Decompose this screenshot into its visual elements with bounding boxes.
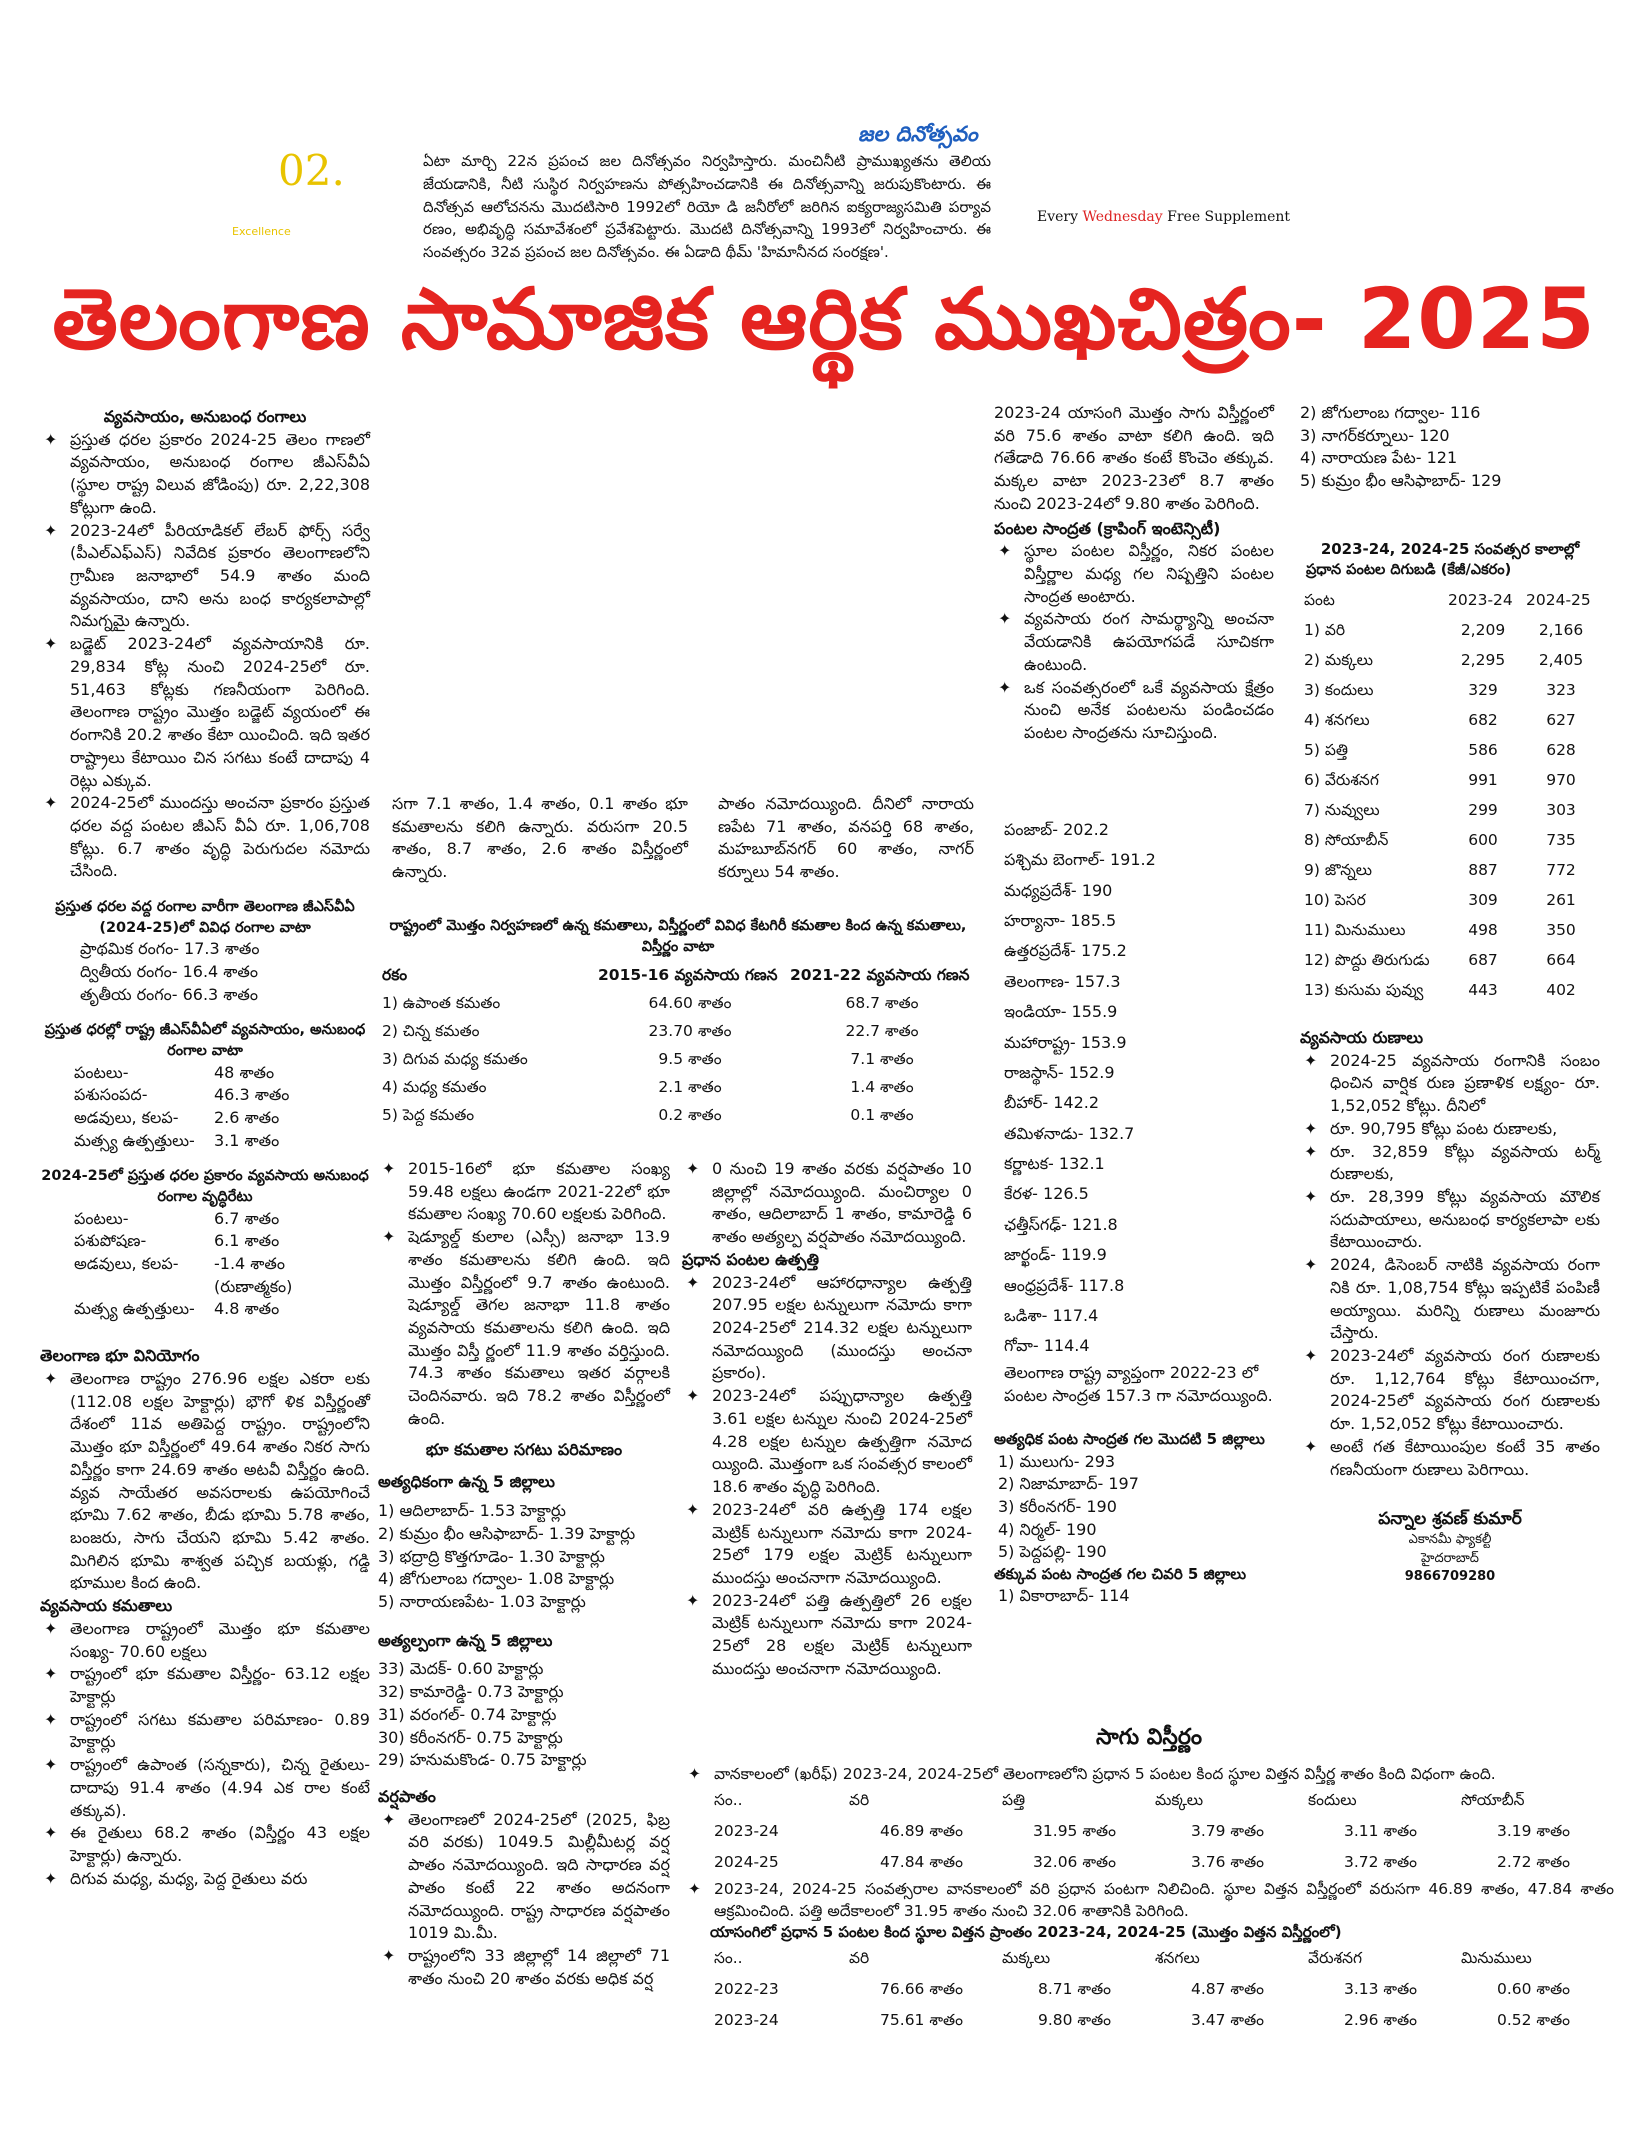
loan-bullet: ✦ 2024, డిసెంబర్ నాటికి వ్యవసాయ రంగా నికి రూ. 1,08,754 కోట్లు ఇప్పటికే పంపిణీ అయ్యాయి. మరిన్ని రుణాలు మంజూరు చేస్తారు. bbox=[1300, 1254, 1600, 1345]
col2-top-text: సగా 7.1 శాతం, 1.4 శాతం, 0.1 శాతం భూ కమతాలను కలిగి ఉన్నారు. వరుసగా 20.5 శాతం, 8.7 శాతం, 2.6 శాతం విస్తీర్ణంలో ఉన్నారు. bbox=[392, 794, 688, 882]
table-cell: 735 bbox=[1546, 830, 1576, 849]
table-cell: 46.89 శాతం bbox=[880, 1822, 963, 1841]
page-number: 02. bbox=[278, 146, 345, 195]
holdings-count-bullet: ✦ షెడ్యూల్డ్ కులాల (ఎస్సీ) జనాభా 13.9 శాతం కమతాలను కలిగి ఉంది. ఇది మొత్తం విస్తీర్ణంలో 9.7 శాతం ఉంటుంది. షెడ్యూల్డ్ తెగల జనాభా 11.8 శాతం వ్యవసాయ కమతాలను కలిగి ఉంది. ఇది మొత్తం విస్తీ ర్ణంలో 11.9 శాతం వర్తిస్తుంది. 74.3 శాతం కమతాలు ఇతర వర్గాలకి చెందినవారు. ఇది 78.2 శాతం విస్తీర్ణంలో ఉంది. bbox=[378, 1226, 670, 1430]
land-heading: తెలంగాణ భూ వినియోగం bbox=[40, 1346, 200, 1366]
table-cell: 12) పొద్దు తిరుగుడు bbox=[1304, 950, 1430, 969]
state-intensity: పంజాబ్- 202.2 bbox=[1004, 819, 1109, 839]
state-intensity: ఆంధ్రప్రదేశ్- 117.8 bbox=[1004, 1275, 1125, 1295]
table-cell: 261 bbox=[1546, 890, 1576, 909]
state-intensity: జార్ఖండ్- 119.9 bbox=[1004, 1245, 1107, 1265]
holdings-table-block bbox=[378, 916, 978, 1129]
bottom5-continued bbox=[1300, 402, 1600, 493]
table-row bbox=[378, 1101, 978, 1129]
table-cell: 2022-23 bbox=[714, 1979, 779, 1998]
table-cell: 323 bbox=[1546, 680, 1576, 699]
yield-subheading: ప్రధాన పంటల దిగుబడి (కేజీ/ఎకరం) bbox=[1306, 562, 1512, 579]
growth-heading: 2024-25లో ప్రస్తుత ధరల ప్రకారం వ్యవసాయ అనుబంధ రంగాల వృద్ధిరేటు bbox=[41, 1168, 369, 1206]
sectors-heading: ప్రస్తుత ధరల వద్ద రంగాల వారీగా తెలంగాణ జీఎస్‌వీఏ (2024-25)లో వివిధ రంగాల వాటా bbox=[55, 899, 355, 936]
table-cell: 2.1 శాతం bbox=[658, 1078, 722, 1097]
table-cell: 309 bbox=[1468, 890, 1498, 909]
sagu-bullet-1: ✦ వానకాలంలో (ఖరీఫ్) 2023-24, 2024-25లో తెలంగాణలోని ప్రధాన 5 పంటల కింద స్థూల విత్తన విస్తీర్ణ శాతం కింది విధంగా ఉంది. bbox=[684, 1763, 1614, 1785]
table-cell: 76.66 శాతం bbox=[880, 1979, 963, 1998]
table-header-cell: మక్కలు bbox=[1155, 1791, 1204, 1810]
kv-key bbox=[74, 1276, 214, 1299]
holdings-table-title: రాష్ట్రంలో మొత్తం నిర్వహణలో ఉన్న కమతాలు, విస్తీర్ణంలో వివిధ కేటగిరీ కమతాల కింద ఉన్న కమతాలు, విస్తీర్ణం వాటా bbox=[389, 918, 967, 955]
holdings-bullet: ✦ రాష్ట్రంలో భూ కమతాల విస్తీర్ణం- 63.12 లక్షల హెక్టార్లు bbox=[40, 1663, 370, 1708]
kv-row bbox=[74, 1107, 370, 1130]
col2-top bbox=[392, 793, 688, 884]
table-header-cell: మక్కలు bbox=[1002, 1948, 1051, 1967]
low-district: 30) కరీంనగర్- 0.75 హెక్టార్లు bbox=[378, 1727, 563, 1747]
table-cell: 682 bbox=[1468, 710, 1498, 729]
state-intensity: మహారాష్ట్ర- 153.9 bbox=[1004, 1032, 1127, 1052]
table-cell: 1.4 శాతం bbox=[850, 1078, 914, 1097]
table-cell: 772 bbox=[1546, 860, 1576, 879]
table-header-cell: మినుములు bbox=[1461, 1948, 1532, 1967]
sagu-heading: సాగు విస్తీర్ణం bbox=[1095, 1725, 1203, 1750]
table-header-cell: సం.. bbox=[714, 1948, 743, 1967]
states-intensity-list bbox=[994, 815, 1274, 1362]
col3-top bbox=[718, 793, 974, 884]
kv-key: పశుసంపద- bbox=[74, 1085, 148, 1105]
table-cell: 7) నువ్వులు bbox=[1304, 800, 1380, 819]
state-intensity: కేరళ- 126.5 bbox=[1004, 1184, 1089, 1204]
table-cell: 2023-24 bbox=[714, 1822, 779, 1841]
kv-value: 6.1 శాతం bbox=[214, 1231, 280, 1251]
sagu-bullet-2: ✦ 2023-24, 2024-25 సంవత్సరాల వానకాలంలో వరి ప్రధాన పంటగా నిలిచింది. స్థూల విత్తన విస్తీర్ణంలో వరుసగా 46.89 శాతం, 47.84 శాతం ఆక్రమించింది. పత్తి అదేకాలంలో 31.95 శాతం నుంచి 32.06 శాతానికి పెరిగింది. bbox=[684, 1878, 1614, 1922]
table-row bbox=[710, 2005, 1610, 2036]
state-intensity: బీహార్- 142.2 bbox=[1004, 1093, 1100, 1113]
high-districts-list bbox=[378, 1500, 670, 1614]
agri-bullet: ✦ బడ్జెట్ 2023-24లో వ్యవసాయానికి రూ. 29,834 కోట్ల నుంచి 2024-25లో రూ. 51,463 కోట్లకు గణనీయంగా పెరిగింది. తెలంగాణ రాష్ట్రం మొత్తం బడ్జెట్ వ్యయంలో ఈ రంగానికి 20.2 శాతం కేటా యించింది. ఇది ఇతర రాష్ట్రాలు కేటాయిం చిన సగటు కంటే దాదాపు 4 రెట్లు ఎక్కువ. bbox=[40, 633, 370, 792]
holdings-bullet: ✦ దిగువ మధ్య, మధ్య, పెద్ద రైతులు వరు bbox=[40, 1868, 370, 1891]
table-cell: 1) వరి bbox=[1304, 620, 1346, 639]
bottom5-district: 2) జోగులాంబ గద్వాల- 116 bbox=[1300, 403, 1481, 422]
table-cell: 2023-24 bbox=[714, 2010, 779, 2029]
table-cell: 402 bbox=[1546, 980, 1576, 999]
table-cell: 628 bbox=[1546, 740, 1576, 759]
kv-row bbox=[74, 1062, 370, 1085]
table-cell: 3.19 శాతం bbox=[1496, 1822, 1571, 1841]
column-3 bbox=[682, 1158, 972, 1681]
rain-low-bullet: ✦ 0 నుంచి 19 శాతం వరకు వర్షపాతం 10 జిల్లాల్లో నమోదయ్యింది. మంచిర్యాల 0 శాతం, ఆదిలాబాద్ 1 శాతం, కామారెడ్డి 6 శాతం అత్యల్ప వర్షపాతం నమోదయ్యింది. bbox=[682, 1158, 972, 1249]
table-header-cell: 2024-25 bbox=[1526, 590, 1591, 609]
table-cell: 7.1 శాతం bbox=[850, 1050, 914, 1069]
table-cell: 64.60 శాతం bbox=[648, 994, 732, 1013]
holdings-bullet: ✦ రాష్ట్రంలో సగటు కమతాల పరిమాణం- 0.89 హెక్టార్లు bbox=[40, 1709, 370, 1754]
growth-list bbox=[40, 1208, 370, 1322]
kv-key: మత్స్య ఉత్పత్తులు- bbox=[74, 1299, 195, 1319]
table-cell: 5) పెద్ద కమతం bbox=[382, 1106, 475, 1125]
yield-table bbox=[1300, 585, 1600, 1005]
table-cell: 3) కందులు bbox=[1304, 680, 1374, 699]
table-header-cell: కందులు bbox=[1308, 1791, 1357, 1810]
cropping-intensity-heading: పంటల సాంద్రత (క్రాపింగ్ ఇంటెన్సిటీ) bbox=[994, 518, 1221, 538]
author-role: ఎకానమీ ఫ్యాకల్టీ bbox=[1408, 1532, 1492, 1548]
top5-list bbox=[994, 1451, 1274, 1565]
table-cell: 3.13 శాతం bbox=[1343, 1979, 1418, 1998]
table-cell: 4) మధ్య కమతం bbox=[382, 1078, 487, 1097]
table-cell: 600 bbox=[1468, 830, 1498, 849]
table-row bbox=[1300, 735, 1600, 765]
table-cell: 3.79 శాతం bbox=[1190, 1822, 1265, 1841]
low-districts-heading: అత్యల్పంగా ఉన్న 5 జిల్లాలు bbox=[378, 1630, 553, 1650]
rain-bullets bbox=[378, 1809, 670, 1991]
state-intensity: కర్ణాటక- 132.1 bbox=[1004, 1154, 1105, 1174]
cropping-intensity-bullets bbox=[994, 540, 1274, 744]
table-cell: 32.06 శాతం bbox=[1033, 1852, 1116, 1871]
supplement-day: Wednesday bbox=[1082, 209, 1163, 225]
holdings-count-bullet: ✦ 2015-16లో భూ కమతాల సంఖ్య 59.48 లక్షలు ఉండగా 2021-22లో భూ కమతాల సంఖ్య 70.60 లక్షలకు పెరిగింది. bbox=[378, 1158, 670, 1226]
rabi-table-title: యాసంగిలో ప్రధాన 5 పంటల కింద స్థూల విత్తన ప్రాంతం 2023-24, 2024-25 (మొత్తం విత్తన విస్తీర్ణంలో) bbox=[710, 1922, 1342, 1941]
author-city: హైదరాబాద్ bbox=[1421, 1550, 1479, 1566]
table-row bbox=[1300, 885, 1600, 915]
bottom5-list bbox=[994, 1585, 1274, 1608]
table-cell: 443 bbox=[1468, 980, 1498, 999]
low-districts-list bbox=[378, 1658, 670, 1772]
rain-bullet: ✦ తెలంగాణలో 2024-25లో (2025, ఫిబ్ర వరి వరకు) 1049.5 మిల్లీమీటర్ల వర్ష పాతం నమోదయ్యింది. ఇది సాధారణ వర్ష పాతం కంటే 22 శాతం అదనంగా నమోదయ్యింది. రాష్ట్ర సాధారణ వర్షపాతం 1019 మి.మీ. bbox=[378, 1809, 670, 1945]
supplement-label bbox=[1037, 208, 1290, 228]
kv-row bbox=[74, 1298, 370, 1321]
ci-bullet: ✦ ఒక సంవత్సరంలో ఒకే వ్యవసాయ క్షేత్రం నుంచి అనేక పంటలను పండించడం పంటల సాంద్రతను సూచిస్తుంది. bbox=[994, 677, 1274, 745]
top5-district: 3) కరీంనగర్- 190 bbox=[998, 1496, 1117, 1516]
kv-key: పశుపోషణ- bbox=[74, 1231, 147, 1251]
table-header-cell: శనగలు bbox=[1155, 1948, 1200, 1967]
table-cell: 0.2 శాతం bbox=[658, 1106, 722, 1125]
land-bullet: ✦ తెలంగాణ రాష్ట్రం 276.96 లక్షల ఎకరా లకు (112.08 లక్షల హెక్టార్లు) భౌగో ళిక విస్తీర్ణంతో దేశంలో 11వ అతిపెద్ద రాష్ట్రం. రాష్ట్రంలోని మొత్తం భూ విస్తీర్ణంలో 49.64 శాతం నికర సాగు విస్తీర్ణం కాగా 24.69 శాతం అటవీ విస్తీర్ణం ఉంది. వ్యవ సాయేతర అవసరాలకు ఉపయోగించే భూమి 7.62 శాతం, బీడు భూమి 5.78 శాతం, బంజరు, సాగు చేయని భూమి 5.42 శాతం. మిగిలిన భూమి శాశ్వత పచ్చిక బయళ్లు, గడ్డి భూముల కింద ఉంది. bbox=[40, 1368, 370, 1595]
agri-bullet: ✦ ప్రస్తుత ధరల ప్రకారం 2024-25 తెలం గాణలో వ్యవసాయం, అనుబంధ రంగాల జీఎస్‌వీఏ (స్థూల రాష్ట్ర విలువ జోడింపు) రూ. 2,22,308 కోట్లుగా ఉంది. bbox=[40, 429, 370, 520]
table-cell: 3.72 శాతం bbox=[1343, 1852, 1418, 1871]
table-row bbox=[1300, 855, 1600, 885]
table-cell: 2.72 శాతం bbox=[1496, 1852, 1571, 1871]
state-intensity: ఛత్తీస్‌గఢ్- 121.8 bbox=[1004, 1214, 1118, 1234]
table-row bbox=[1300, 795, 1600, 825]
table-cell: 299 bbox=[1468, 800, 1498, 819]
low-district: 29) హనుమకొండ- 0.75 హెక్టార్లు bbox=[378, 1750, 587, 1770]
table-row bbox=[1300, 705, 1600, 735]
state-intensity: ఉత్తరప్రదేశ్- 175.2 bbox=[1004, 941, 1127, 961]
table-header-cell: వరి bbox=[849, 1948, 870, 1967]
share-heading: ప్రస్తుత ధరల్లో రాష్ట్ర జీఎస్‌వీఏలో వ్యవసాయం, అనుబంధ రంగాల వాటా bbox=[44, 1022, 366, 1059]
table-row bbox=[378, 989, 978, 1017]
rabi-table bbox=[710, 1943, 1610, 2035]
table-row bbox=[710, 1816, 1610, 1847]
low-district: 31) వరంగల్- 0.74 హెక్టార్లు bbox=[378, 1704, 557, 1724]
high-district: 5) నారాయణపేట- 1.03 హెక్టార్లు bbox=[378, 1591, 586, 1611]
table-cell: 2.96 శాతం bbox=[1343, 2010, 1418, 2029]
sector-item: తృతీయ రంగం- 66.3 శాతం bbox=[80, 984, 258, 1004]
kv-value: -1.4 శాతం bbox=[214, 1254, 285, 1274]
state-intensity: ఇండియా- 155.9 bbox=[1004, 1002, 1118, 1022]
column-5 bbox=[1300, 402, 1600, 1587]
table-header-cell: సం.. bbox=[714, 1791, 743, 1810]
table-row bbox=[1300, 765, 1600, 795]
state-intensity: తమిళనాడు- 132.7 bbox=[1004, 1123, 1135, 1143]
holdings-heading: వ్యవసాయ కమతాలు bbox=[40, 1596, 173, 1616]
yield-heading: 2023-24, 2024-25 సంవత్సర కాలాల్లో bbox=[1320, 539, 1580, 558]
top5-heading: అత్యధిక పంట సాంద్రత గల మొదటి 5 జిల్లాలు bbox=[994, 1430, 1265, 1449]
col3-top-text: పాతం నమోదయ్యింది. దీనిలో నారాయ ణపేట 71 శాతం, వనపర్తి 68 శాతం, మహబూబ్‌నగర్ 60 శాతం, నాగర్ కర్నూలు 54 శాతం. bbox=[718, 794, 974, 882]
main-title: తెలంగాణ సామాజిక ఆర్థిక ముఖచిత్రం- 2025 bbox=[52, 270, 1596, 368]
table-cell: 0.1 శాతం bbox=[850, 1106, 914, 1125]
supplement-pre: Every bbox=[1037, 209, 1083, 225]
table-cell: 887 bbox=[1468, 860, 1498, 879]
kharif-table bbox=[710, 1785, 1610, 1877]
table-cell: 8) సోయాబీన్ bbox=[1304, 830, 1389, 849]
column-4 bbox=[994, 402, 1274, 1608]
table-header-cell: 2015-16 వ్యవసాయ గణన bbox=[598, 966, 778, 985]
table-cell: 8.71 శాతం bbox=[1037, 1979, 1112, 1998]
table-header-cell: పంట bbox=[1304, 590, 1335, 609]
table-cell: 350 bbox=[1546, 920, 1576, 939]
high-districts-heading: అత్యధికంగా ఉన్న 5 జిల్లాలు bbox=[378, 1472, 555, 1492]
column-2 bbox=[378, 1158, 670, 1990]
sector-item: ద్వితీయ రంగం- 16.4 శాతం bbox=[80, 961, 258, 981]
kv-value: 6.7 శాతం bbox=[214, 1208, 280, 1228]
table-cell: 2,405 bbox=[1538, 650, 1584, 669]
bottom5-district: 1) వికారాబాద్- 114 bbox=[998, 1586, 1130, 1606]
table-header-cell: పత్తి bbox=[1002, 1791, 1026, 1810]
kv-key: అడవులు, కలప- bbox=[74, 1108, 179, 1127]
note-body: ఏటా మార్చి 22న ప్రపంచ జల దినోత్సవం నిర్వహిస్తారు. మంచినీటి ప్రాముఖ్యతను తెలియ జేయడానికి, నీటి సుస్థిర నిర్వహణను పోత్సహించడానికి ఈ దినోత్సవాన్ని జరుపుకొంటారు. ఈ దినోత్సవ ఆలోచనను మొదటిసారి 1992లో రియో డి జనీరోలో జరిగిన ఐక్యరాజ్యసమితి పర్యావ రణం, అభివృద్ధి సమావేశంలో ప్రవేశపెట్టారు. మొదటి దినోత్సవాన్ని 1993లో నిర్వహించారు. ఈ సంవత్సరం 32వ ప్రపంచ జల దినోత్సవం. ఈ ఏడాది థీమ్ 'హిమానీనద సంరక్షణ'. bbox=[423, 152, 991, 262]
top5-district: 5) పెద్దపల్లి- 190 bbox=[998, 1542, 1107, 1562]
table-cell: 329 bbox=[1468, 680, 1498, 699]
author-phone: 9866709280 bbox=[1404, 1569, 1496, 1585]
section-heading-agriculture: వ్యవసాయం, అనుబంధ రంగాలు bbox=[103, 407, 307, 426]
state-intensity: మధ్యప్రదేశ్- 190 bbox=[1004, 880, 1113, 900]
kv-value: 3.1 శాతం bbox=[214, 1130, 280, 1150]
loans-heading: వ్యవసాయ రుణాలు bbox=[1300, 1027, 1424, 1047]
rain-bullet: ✦ రాష్ట్రంలోని 33 జిల్లాల్లో 14 జిల్లాలో 71 శాతం నుంచి 20 శాతం వరకు అధిక వర్ష bbox=[378, 1945, 670, 1990]
author-block bbox=[1300, 1507, 1550, 1586]
crop-production-heading: ప్రధాన పంటల ఉత్పత్తి bbox=[682, 1249, 819, 1269]
table-row bbox=[1300, 915, 1600, 945]
table-cell: 2,166 bbox=[1538, 620, 1584, 639]
table-header-cell: సోయాబీన్ bbox=[1461, 1791, 1525, 1810]
rabi-share-text: 2023-24 యాసంగి మొత్తం సాగు విస్తీర్ణంలో వరి 75.6 శాతం వాటా కలిగి ఉంది. ఇది గతేడాది 76.66 శాతం కంటే కొంచెం తక్కువ. మక్కల వాటా 2023-23లో 8.7 శాతం నుంచి 2023-24లో 9.80 శాతం పెరిగింది. bbox=[994, 403, 1274, 513]
kv-row bbox=[74, 1253, 370, 1276]
kv-value: 2.6 శాతం bbox=[214, 1108, 280, 1127]
holdings-bullet: ✦ తెలంగాణ రాష్ట్రంలో మొత్తం భూ కమతాల సంఖ్య- 70.60 లక్షలు bbox=[40, 1618, 370, 1663]
loan-bullet: ✦ రూ. 90,795 కోట్లు పంట రుణాలకు, bbox=[1300, 1118, 1600, 1141]
table-cell: 3.11 శాతం bbox=[1343, 1822, 1418, 1841]
kv-key: అడవులు, కలప- bbox=[74, 1254, 179, 1274]
low-district: 33) మెదక్- 0.60 హెక్టార్లు bbox=[378, 1659, 544, 1679]
table-row bbox=[378, 1073, 978, 1101]
table-cell: 0.52 శాతం bbox=[1496, 2010, 1571, 2029]
state-intensity: గోవా- 114.4 bbox=[1004, 1336, 1090, 1356]
table-cell: 23.70 శాతం bbox=[648, 1022, 732, 1041]
author-name: పన్నాల శ్రవణ్ కుమార్ bbox=[1378, 1509, 1522, 1530]
page-tag: Excellence bbox=[232, 225, 291, 238]
table-cell: 9.80 శాతం bbox=[1037, 2010, 1112, 2029]
kv-row bbox=[74, 1130, 370, 1153]
table-cell: 2) మక్కలు bbox=[1304, 650, 1373, 669]
bottom5-district: 5) కుమ్రం భీం ఆసిఫాబాద్- 129 bbox=[1300, 471, 1502, 491]
table-row bbox=[378, 1017, 978, 1045]
loan-bullet: ✦ అంటే గత కేటాయింపుల కంటే 35 శాతం గణనీయంగా రుణాలు పెరిగాయి. bbox=[1300, 1436, 1600, 1481]
avg-size-heading: భూ కమతాల సగటు పరిమాణం bbox=[425, 1439, 623, 1459]
kv-key: పంటలు- bbox=[74, 1208, 129, 1228]
sectors-list bbox=[40, 938, 370, 1006]
loans-bullets bbox=[1300, 1050, 1600, 1482]
table-header-cell: 2023-24 bbox=[1448, 590, 1513, 609]
table-cell: 303 bbox=[1546, 800, 1576, 819]
holdings-count-bullets bbox=[378, 1158, 670, 1431]
rain-heading: వర్షపాతం bbox=[378, 1786, 436, 1806]
state-intensity: తెలంగాణ- 157.3 bbox=[1004, 971, 1121, 991]
note-title: జల దినోత్సవం bbox=[858, 122, 978, 146]
table-cell: 5) పత్తి bbox=[1304, 740, 1348, 759]
bottom5-heading: తక్కువ పంట సాంద్రత గల చివరి 5 జిల్లాలు bbox=[994, 1565, 1247, 1584]
state-intensity: రాజస్థాన్- 152.9 bbox=[1004, 1062, 1115, 1082]
table-cell: 687 bbox=[1468, 950, 1498, 969]
top5-district: 1) ములుగు- 293 bbox=[998, 1451, 1116, 1471]
ci-bullet: ✦ వ్యవసాయ రంగ సామర్థ్యాన్ని అంచనా వేయడానికి ఉపయోగపడే సూచికగా ఉంటుంది. bbox=[994, 608, 1274, 676]
high-district: 3) భద్రాద్రి కొత్తగూడెం- 1.30 హెక్టార్లు bbox=[378, 1546, 605, 1566]
top5-district: 4) నిర్మల్- 190 bbox=[998, 1519, 1097, 1539]
table-cell: 664 bbox=[1546, 950, 1576, 969]
table-cell: 2,209 bbox=[1460, 620, 1506, 639]
kv-value: (రుణాత్మకం) bbox=[214, 1276, 293, 1296]
high-district: 1) ఆదిలాబాద్- 1.53 హెక్టార్లు bbox=[378, 1501, 566, 1521]
table-cell: 13) కుసుమ పువ్వు bbox=[1304, 980, 1424, 999]
table-header-cell: 2021-22 వ్యవసాయ గణన bbox=[790, 966, 970, 985]
table-row bbox=[1300, 945, 1600, 975]
column-1 bbox=[40, 406, 370, 1890]
table-cell: 2) చిన్న కమతం bbox=[382, 1022, 480, 1041]
ci-bullet: ✦ స్థూల పంటల విస్తీర్ణం, నికర పంటల విస్తీర్ణాల మధ్య గల నిష్పత్తిని పంటల సాంద్రత అంటారు. bbox=[994, 540, 1274, 608]
holdings-bullet: ✦ రాష్ట్రంలో ఉపాంత (సన్నకారు), చిన్న రైతులు- దాదాపు 91.4 శాతం (4.94 ఎక రాల కంటే తక్కువ). bbox=[40, 1754, 370, 1822]
table-header-cell: వరి bbox=[849, 1791, 870, 1810]
table-header-row bbox=[710, 1943, 1610, 1974]
top5-district: 2) నిజామాబాద్- 197 bbox=[998, 1474, 1139, 1494]
agri-bullets bbox=[40, 429, 370, 883]
table-header-row bbox=[710, 1785, 1610, 1816]
table-cell: 0.60 శాతం bbox=[1496, 1979, 1571, 1998]
table-header-cell: రకం bbox=[382, 966, 408, 985]
table-cell: 498 bbox=[1468, 920, 1498, 939]
share-list bbox=[40, 1062, 370, 1153]
table-cell: 4.87 శాతం bbox=[1190, 1979, 1265, 1998]
table-cell: 991 bbox=[1468, 770, 1498, 789]
table-cell: 6) వేరుశనగ bbox=[1304, 770, 1379, 789]
table-cell: 3) దిగువ మధ్య కమతం bbox=[382, 1050, 528, 1069]
agri-bullet: ✦ 2024-25లో ముందస్తు అంచనా ప్రకారం ప్రస్తుత ధరల వద్ద పంటల జీఎస్ వీఏ రూ. 1,06,708 కోట్లు. 6.7 శాతం వృద్ధి పెరుగుదల నమోదు చేసింది. bbox=[40, 792, 370, 883]
loan-bullet: ✦ 2023-24లో వ్యవసాయ రంగ రుణాలకు రూ. 1,12,764 కోట్లు కేటాయించగా, 2024-25లో వ్యవసాయ రంగ రుణాలకు రూ. 1,52,052 కోట్లు కేటాయించారు. bbox=[1300, 1345, 1600, 1436]
table-cell: 586 bbox=[1468, 740, 1498, 759]
table-row bbox=[710, 1974, 1610, 2005]
table-cell: 4) శనగలు bbox=[1304, 710, 1370, 729]
table-row bbox=[1300, 975, 1600, 1005]
table-cell: 10) పెసర bbox=[1304, 890, 1366, 909]
low-district: 32) కామారెడ్డి- 0.73 హెక్టార్లు bbox=[378, 1682, 564, 1702]
table-cell: 970 bbox=[1546, 770, 1576, 789]
table-header-cell: వేరుశనగ bbox=[1308, 1948, 1363, 1967]
crop-bullet: ✦ 2023-24లో పత్తి ఉత్పత్తిలో 26 లక్షల మెట్రిక్ టన్నులుగా నమోదు కాగా 2024-25లో 28 లక్షల మెట్రిక్ టన్నులుగా ముందస్తు అంచనాగా నమోదయ్యింది. bbox=[682, 1590, 972, 1681]
holdings-bullets bbox=[40, 1618, 370, 1891]
table-cell: 3.76 శాతం bbox=[1190, 1852, 1265, 1871]
crop-production-bullets bbox=[682, 1272, 972, 1681]
kv-row bbox=[74, 1084, 370, 1107]
high-district: 2) కుమ్రం భీం ఆసిఫాబాద్- 1.39 హెక్టార్లు bbox=[378, 1523, 636, 1543]
table-cell: 2,295 bbox=[1460, 650, 1506, 669]
loan-bullet: ✦ రూ. 32,859 కోట్లు వ్యవసాయ టర్మ్ రుణాలకు, bbox=[1300, 1141, 1600, 1186]
kv-row bbox=[74, 1230, 370, 1253]
table-row bbox=[1300, 675, 1600, 705]
state-intensity: ఒడిశా- 117.4 bbox=[1004, 1306, 1099, 1326]
table-header-row bbox=[378, 961, 978, 989]
state-intensity: హర్యానా- 185.5 bbox=[1004, 910, 1117, 930]
holdings-table bbox=[378, 961, 978, 1129]
table-cell: 68.7 శాతం bbox=[845, 994, 919, 1013]
crop-bullet: ✦ 2023-24లో వరి ఉత్పత్తి 174 లక్షల మెట్రిక్ టన్నులుగా నమోదు కాగా 2024-25లో 179 లక్షల మెట్రిక్ టన్నులుగా ముందస్తు అంచనాగా నమోదయ్యింది. bbox=[682, 1499, 972, 1590]
table-row bbox=[1300, 645, 1600, 675]
table-header-row bbox=[1300, 585, 1600, 615]
state-intensity: పశ్చిమ బెంగాల్- 191.2 bbox=[1004, 850, 1156, 870]
table-cell: 9) జొన్నలు bbox=[1304, 860, 1373, 879]
high-district: 4) జోగులాంబ గద్వాల- 1.08 హెక్టార్లు bbox=[378, 1569, 615, 1589]
sagu-section bbox=[684, 1722, 1614, 2035]
holdings-bullet: ✦ ఈ రైతులు 68.2 శాతం (విస్తీర్ణం 43 లక్షల హెక్టార్లు) ఉన్నారు. bbox=[40, 1822, 370, 1867]
supplement-post: Free Supplement bbox=[1162, 209, 1291, 225]
table-cell: 3.47 శాతం bbox=[1190, 2010, 1265, 2029]
table-row bbox=[1300, 615, 1600, 645]
loan-bullet: ✦ రూ. 28,399 కోట్లు వ్యవసాయ మౌలిక సదుపాయాలు, అనుబంధ కార్యకలాపా లకు కేటాయించారు. bbox=[1300, 1186, 1600, 1254]
kv-key: మత్స్య ఉత్పత్తులు- bbox=[74, 1130, 195, 1150]
kv-value: 46.3 శాతం bbox=[214, 1085, 290, 1105]
table-row bbox=[378, 1045, 978, 1073]
table-cell: 627 bbox=[1546, 710, 1576, 729]
bottom5-district: 3) నాగర్‌కర్నూలు- 120 bbox=[1300, 425, 1450, 445]
table-cell: 22.7 శాతం bbox=[845, 1022, 919, 1041]
table-cell: 75.61 శాతం bbox=[880, 2010, 963, 2029]
kv-key: పంటలు- bbox=[74, 1062, 129, 1082]
table-cell: 11) మినుములు bbox=[1304, 920, 1406, 939]
table-row bbox=[1300, 825, 1600, 855]
loan-bullet: ✦ 2024-25 వ్యవసాయ రంగానికి సంబం ధించిన వార్షిక రుణ ప్రణాళిక లక్ష్యం- రూ. 1,52,052 కోట్లు. దీనిలో bbox=[1300, 1050, 1600, 1118]
bottom5-district: 4) నారాయణ పేట- 121 bbox=[1300, 448, 1458, 468]
states-intensity-note: తెలంగాణ రాష్ట్ర వ్యాప్తంగా 2022-23 లో పంటల సాంద్రత 157.3 గా నమోదయ్యింది. bbox=[1004, 1362, 1273, 1405]
agri-bullet: ✦ 2023-24లో పీరియాడికల్ లేబర్ ఫోర్స్ సర్వే (పీఎల్ఎఫ్ఎస్) నివేదిక ప్రకారం తెలంగాణలోని గ్రామీణ జనాభాలో 54.9 శాతం మంది వ్యవసాయం, దాని అను బంధ కార్యకలాపాల్లో నిమగ్నమై ఉన్నారు. bbox=[40, 520, 370, 634]
table-cell: 1) ఉపాంత కమతం bbox=[382, 994, 501, 1013]
table-cell: 9.5 శాతం bbox=[658, 1050, 722, 1069]
kv-value: 4.8 శాతం bbox=[214, 1299, 280, 1319]
table-cell: 47.84 శాతం bbox=[880, 1852, 963, 1871]
table-cell: 31.95 శాతం bbox=[1033, 1822, 1116, 1841]
table-row bbox=[710, 1847, 1610, 1878]
sector-item: ప్రాథమిక రంగం- 17.3 శాతం bbox=[80, 939, 260, 959]
crop-bullet: ✦ 2023-24లో పప్పుధాన్యాల ఉత్పత్తి 3.61 లక్షల టన్నుల నుంచి 2024-25లో 4.28 లక్షల టన్నుల ఉత్పత్తిగా నమోద య్యింది. మొత్తంగా ఒక సంవత్సర కాలంలో 18.6 శాతం వృద్ధి పెరిగింది. bbox=[682, 1385, 972, 1499]
kv-value: 48 శాతం bbox=[214, 1062, 275, 1082]
table-cell: 2024-25 bbox=[714, 1852, 779, 1871]
kv-row bbox=[74, 1276, 370, 1299]
crop-bullet: ✦ 2023-24లో ఆహారధాన్యాల ఉత్పత్తి 207.95 లక్షల టన్నులుగా నమోదు కాగా 2024-25లో 214.32 లక్షల టన్నులుగా నమోదయ్యింది (ముందస్తు అంచనా ప్రకారం). bbox=[682, 1272, 972, 1386]
kv-row bbox=[74, 1208, 370, 1231]
